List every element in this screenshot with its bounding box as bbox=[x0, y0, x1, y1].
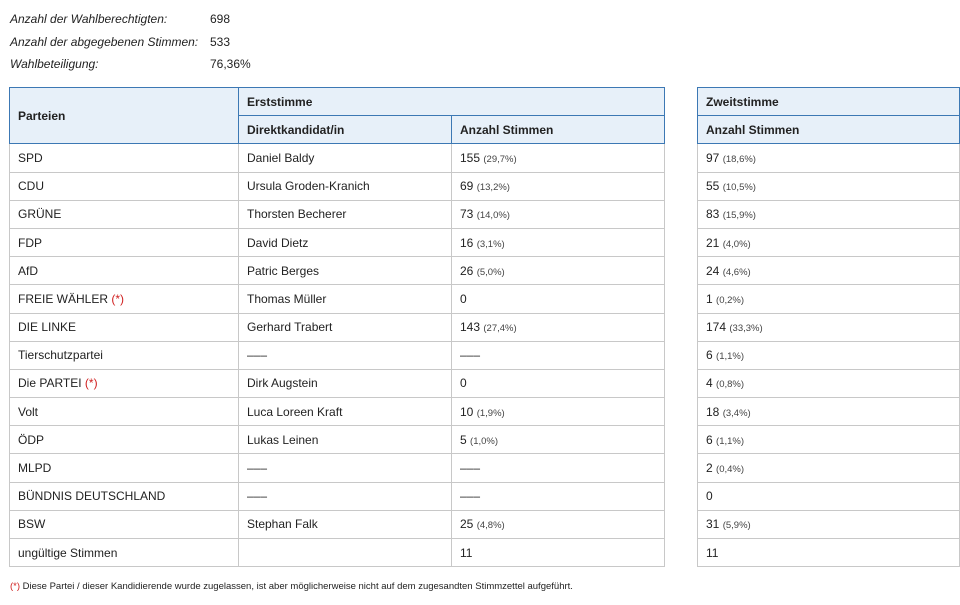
vote-count: 25 bbox=[460, 517, 474, 532]
votes-cell bbox=[452, 454, 665, 482]
erststimme-table bbox=[9, 87, 665, 567]
candidate-cell: Daniel Baldy bbox=[239, 144, 452, 172]
table-row bbox=[10, 257, 665, 285]
table-row bbox=[698, 200, 960, 228]
vote-count: 24 bbox=[706, 263, 720, 278]
vote-percent: (10,5%) bbox=[722, 182, 756, 194]
table-row bbox=[698, 341, 960, 369]
table-row bbox=[10, 398, 665, 426]
party-cell bbox=[10, 228, 239, 256]
party-name: ÖDP bbox=[18, 432, 45, 447]
vote-count: 155 bbox=[460, 150, 481, 165]
vote-percent: (0,2%) bbox=[716, 294, 745, 306]
votes-cell bbox=[452, 426, 665, 454]
votes-cell bbox=[452, 341, 665, 369]
candidate-cell bbox=[239, 539, 452, 567]
votes-cell bbox=[698, 200, 960, 228]
votes-cell bbox=[698, 426, 960, 454]
party-name: CDU bbox=[18, 179, 44, 194]
vote-percent: (1,9%) bbox=[476, 407, 505, 419]
header-direktkandidat: Direktkandidat/in bbox=[239, 116, 452, 144]
vote-count: 1 bbox=[706, 291, 713, 306]
vote-percent: (4,8%) bbox=[476, 520, 505, 532]
table-row bbox=[698, 228, 960, 256]
candidate-cell: Stephan Falk bbox=[239, 510, 452, 538]
vote-count: 4 bbox=[706, 376, 713, 391]
candidate-cell: Ursula Groden-Kranich bbox=[239, 172, 452, 200]
header-anzahl-stimmen: Anzahl Stimmen bbox=[452, 116, 665, 144]
party-cell bbox=[10, 510, 239, 538]
candidate-cell: Thorsten Becherer bbox=[239, 200, 452, 228]
votes-cell bbox=[698, 341, 960, 369]
votes-cell bbox=[698, 482, 960, 510]
votes-cell bbox=[452, 285, 665, 313]
party-name: Volt bbox=[18, 404, 39, 419]
vote-count: 69 bbox=[460, 179, 474, 194]
party-name: MLPD bbox=[18, 461, 52, 476]
table-row bbox=[698, 510, 960, 538]
vote-count: 21 bbox=[706, 235, 720, 250]
stat-eligible bbox=[10, 8, 251, 31]
table-row bbox=[10, 172, 665, 200]
candidate-cell: Lukas Leinen bbox=[239, 426, 452, 454]
table-row bbox=[698, 313, 960, 341]
party-cell bbox=[10, 398, 239, 426]
party-cell bbox=[10, 144, 239, 172]
party-name: Die PARTEI bbox=[18, 376, 82, 391]
stat-value: 533 bbox=[210, 34, 231, 49]
table-row bbox=[698, 369, 960, 397]
table-row bbox=[10, 200, 665, 228]
header-zweitstimme: Zweitstimme bbox=[698, 88, 960, 116]
votes-cell bbox=[452, 482, 665, 510]
party-cell bbox=[10, 482, 239, 510]
vote-count: 18 bbox=[706, 404, 720, 419]
votes-cell bbox=[698, 398, 960, 426]
vote-percent: (14,0%) bbox=[476, 210, 510, 222]
vote-percent: (3,4%) bbox=[722, 407, 751, 419]
footnote-marker: (*) bbox=[10, 581, 21, 592]
vote-percent: (18,6%) bbox=[722, 153, 756, 165]
vote-percent: (3,1%) bbox=[476, 238, 505, 250]
candidate-cell: ––– bbox=[239, 482, 452, 510]
stat-label: Wahlbeteiligung: bbox=[10, 57, 99, 72]
party-name: GRÜNE bbox=[18, 207, 62, 222]
votes-cell bbox=[452, 510, 665, 538]
party-name: BSW bbox=[18, 517, 46, 532]
party-name: AfD bbox=[18, 263, 39, 278]
turnout-stats bbox=[10, 8, 251, 76]
candidate-cell: David Dietz bbox=[239, 228, 452, 256]
party-cell bbox=[10, 539, 239, 567]
vote-percent: (5,9%) bbox=[722, 520, 751, 532]
party-cell bbox=[10, 285, 239, 313]
table-row bbox=[698, 539, 960, 567]
party-name: BÜNDNIS DEUTSCHLAND bbox=[18, 489, 166, 504]
candidate-cell: Gerhard Trabert bbox=[239, 313, 452, 341]
vote-count: 174 bbox=[706, 320, 727, 335]
votes-cell bbox=[452, 144, 665, 172]
vote-percent: (4,0%) bbox=[722, 238, 751, 250]
star-marker: (*) bbox=[111, 291, 125, 306]
vote-percent: (13,2%) bbox=[476, 182, 510, 194]
votes-cell bbox=[452, 539, 665, 567]
party-cell bbox=[10, 426, 239, 454]
vote-count: 0 bbox=[460, 291, 467, 306]
footnote bbox=[10, 581, 573, 592]
party-cell bbox=[10, 200, 239, 228]
candidate-cell: ––– bbox=[239, 341, 452, 369]
vote-count: 97 bbox=[706, 150, 720, 165]
candidate-cell: Patric Berges bbox=[239, 257, 452, 285]
vote-count: 5 bbox=[460, 432, 467, 447]
vote-count: 143 bbox=[460, 320, 481, 335]
vote-count: 11 bbox=[460, 545, 473, 560]
vote-count: 6 bbox=[706, 348, 713, 363]
vote-percent: (15,9%) bbox=[722, 210, 756, 222]
header-parteien: Parteien bbox=[10, 88, 239, 144]
candidate-cell: Dirk Augstein bbox=[239, 369, 452, 397]
stat-value: 698 bbox=[210, 12, 231, 27]
vote-count: 0 bbox=[460, 376, 467, 391]
stat-votes-cast bbox=[10, 31, 251, 54]
footnote-text: Diese Partei / dieser Kandidierende wurde zugelassen, ist aber möglicherweise nicht auf dem zugesandten Stimmzettel aufgeführt. bbox=[22, 581, 573, 592]
table-row bbox=[10, 510, 665, 538]
vote-count: 16 bbox=[460, 235, 474, 250]
table-row bbox=[10, 144, 665, 172]
vote-count: 0 bbox=[706, 489, 713, 504]
star-marker: (*) bbox=[84, 376, 98, 391]
votes-cell bbox=[698, 454, 960, 482]
candidate-cell: Thomas Müller bbox=[239, 285, 452, 313]
votes-cell bbox=[452, 172, 665, 200]
party-name: FREIE WÄHLER bbox=[18, 291, 109, 306]
header-anzahl-stimmen: Anzahl Stimmen bbox=[698, 116, 960, 144]
table-row bbox=[698, 426, 960, 454]
votes-cell bbox=[452, 398, 665, 426]
table-row bbox=[10, 341, 665, 369]
table-row bbox=[10, 313, 665, 341]
party-name: FDP bbox=[18, 235, 42, 250]
table-row bbox=[10, 369, 665, 397]
table-row bbox=[698, 454, 960, 482]
party-cell bbox=[10, 172, 239, 200]
votes-cell bbox=[698, 144, 960, 172]
party-cell bbox=[10, 369, 239, 397]
vote-percent: (0,8%) bbox=[716, 379, 745, 391]
table-row bbox=[10, 482, 665, 510]
party-name: DIE LINKE bbox=[18, 320, 77, 335]
party-cell bbox=[10, 257, 239, 285]
vote-count: ––– bbox=[460, 348, 481, 363]
vote-percent: (27,4%) bbox=[483, 323, 517, 335]
vote-percent: (0,4%) bbox=[716, 464, 745, 476]
candidate-cell: ––– bbox=[239, 454, 452, 482]
votes-cell bbox=[452, 257, 665, 285]
table-row bbox=[10, 454, 665, 482]
vote-count: 55 bbox=[706, 179, 720, 194]
vote-count: 11 bbox=[706, 545, 719, 560]
vote-percent: (1,1%) bbox=[716, 351, 745, 363]
vote-percent: (4,6%) bbox=[722, 266, 751, 278]
votes-cell bbox=[698, 539, 960, 567]
table-row bbox=[698, 398, 960, 426]
party-name: Tierschutzpartei bbox=[18, 348, 103, 363]
table-row bbox=[698, 257, 960, 285]
vote-count: 83 bbox=[706, 207, 720, 222]
votes-cell bbox=[452, 200, 665, 228]
table-row bbox=[10, 539, 665, 567]
vote-count: ––– bbox=[460, 489, 481, 504]
votes-cell bbox=[452, 313, 665, 341]
votes-cell bbox=[452, 369, 665, 397]
vote-percent: (29,7%) bbox=[483, 153, 517, 165]
stat-value: 76,36% bbox=[210, 57, 251, 72]
vote-percent: (1,0%) bbox=[470, 435, 499, 447]
vote-count: 10 bbox=[460, 404, 474, 419]
votes-cell bbox=[698, 228, 960, 256]
vote-count: 2 bbox=[706, 461, 713, 476]
stat-turnout bbox=[10, 53, 251, 76]
votes-cell bbox=[698, 369, 960, 397]
party-cell bbox=[10, 313, 239, 341]
table-row bbox=[698, 172, 960, 200]
stat-label: Anzahl der abgegebenen Stimmen: bbox=[10, 34, 199, 49]
party-cell bbox=[10, 454, 239, 482]
table-row bbox=[10, 426, 665, 454]
vote-percent: (33,3%) bbox=[729, 323, 763, 335]
vote-percent: (1,1%) bbox=[716, 435, 745, 447]
table-row bbox=[10, 285, 665, 313]
vote-count: 6 bbox=[706, 432, 713, 447]
votes-cell bbox=[452, 228, 665, 256]
party-name: ungültige Stimmen bbox=[18, 545, 118, 560]
vote-count: ––– bbox=[460, 461, 481, 476]
table-row bbox=[698, 285, 960, 313]
votes-cell bbox=[698, 313, 960, 341]
table-row bbox=[10, 228, 665, 256]
party-cell bbox=[10, 341, 239, 369]
stat-label: Anzahl der Wahlberechtigten: bbox=[10, 12, 168, 27]
vote-count: 26 bbox=[460, 263, 474, 278]
vote-percent: (5,0%) bbox=[476, 266, 505, 278]
vote-count: 73 bbox=[460, 207, 474, 222]
vote-count: 31 bbox=[706, 517, 720, 532]
candidate-cell: Luca Loreen Kraft bbox=[239, 398, 452, 426]
party-name: SPD bbox=[18, 150, 43, 165]
header-erststimme: Erststimme bbox=[239, 88, 665, 116]
table-row bbox=[698, 482, 960, 510]
votes-cell bbox=[698, 510, 960, 538]
votes-cell bbox=[698, 285, 960, 313]
votes-cell bbox=[698, 257, 960, 285]
table-row bbox=[698, 144, 960, 172]
zweitstimme-table bbox=[697, 87, 960, 567]
votes-cell bbox=[698, 172, 960, 200]
